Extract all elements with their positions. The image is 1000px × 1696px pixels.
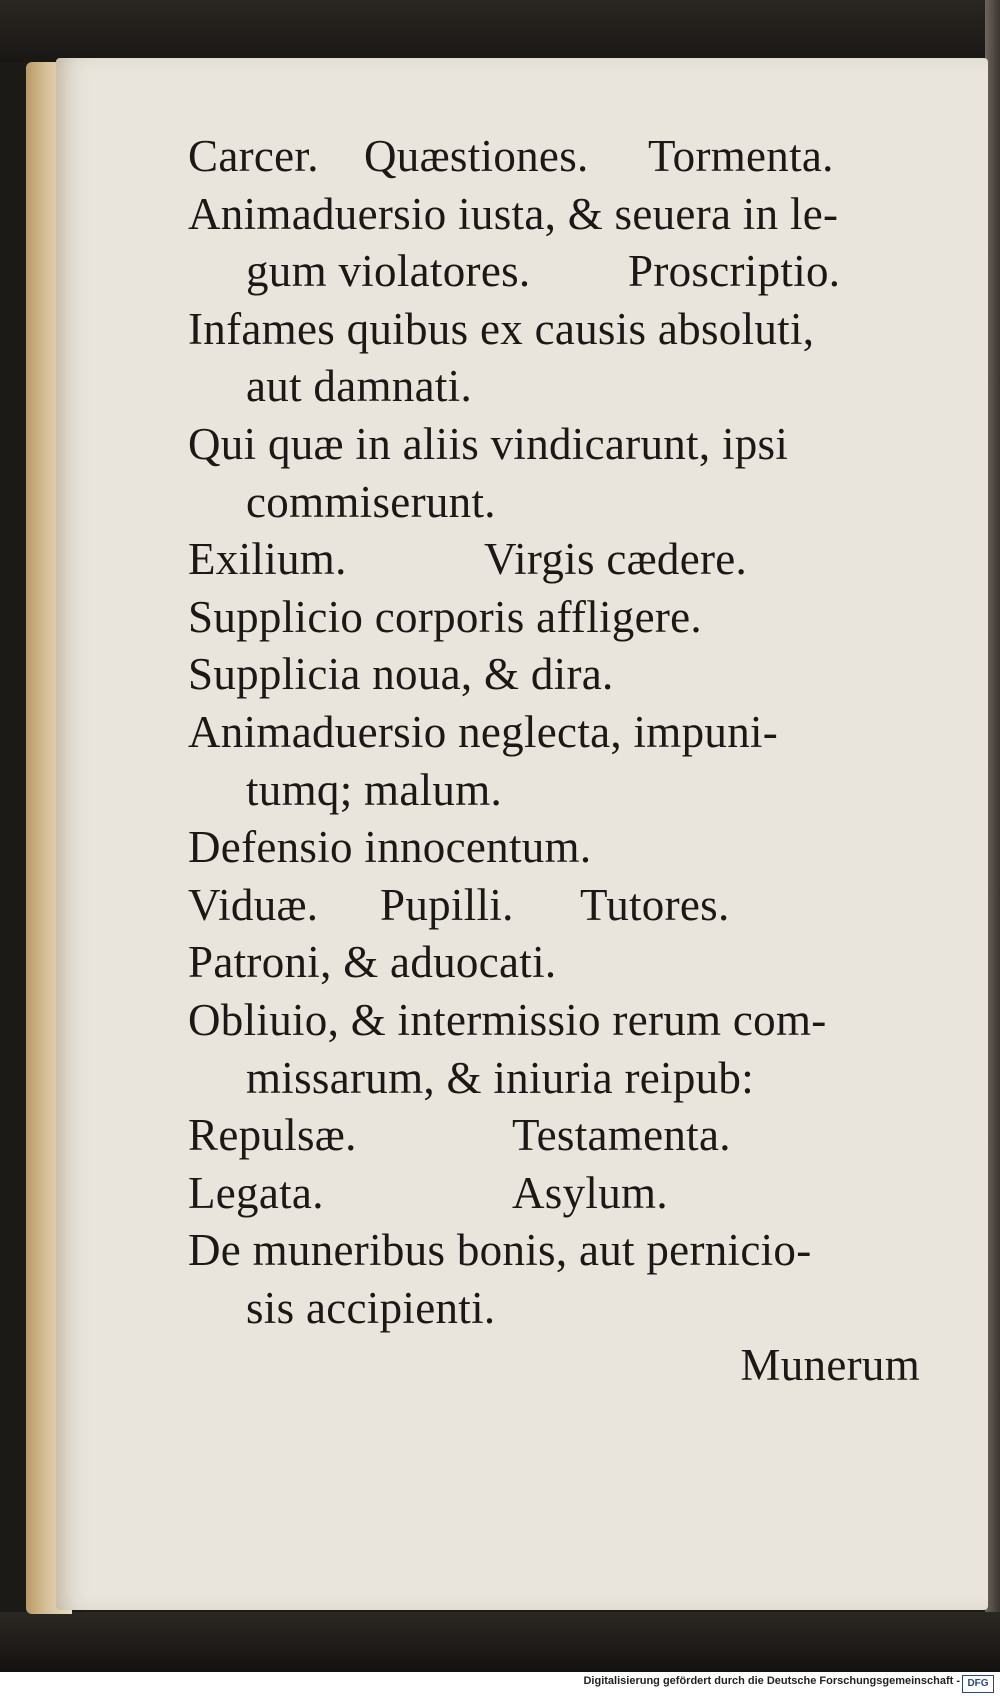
- entry-text: Qui quæ in aliis vindicarunt, ipsi: [188, 418, 789, 469]
- text-line-6: [188, 416, 928, 474]
- entry-text: Animaduersio iusta, & seuera in le-: [188, 188, 839, 239]
- entry-text: De muneribus bonis, aut pernicio-: [188, 1225, 812, 1276]
- text-line-10: [188, 646, 928, 704]
- page-text-block: [188, 128, 928, 1395]
- text-line-9: [188, 589, 928, 647]
- text-line-19: [188, 1165, 928, 1223]
- entry-tutores: Tutores.: [580, 879, 730, 930]
- text-line-18: [188, 1107, 928, 1165]
- text-line-7: [188, 474, 928, 532]
- entry-viduae: Viduæ.: [188, 879, 319, 930]
- digitization-footer: [0, 1672, 1000, 1696]
- entry-proscriptio: Proscriptio.: [628, 246, 841, 297]
- entry-text: missarum, & iniuria reipub:: [246, 1052, 755, 1103]
- catchword: Munerum: [740, 1340, 920, 1391]
- entry-pupilli: Pupilli.: [380, 879, 514, 930]
- entry-text: Infames quibus ex causis absoluti,: [188, 303, 815, 354]
- text-line-13: [188, 819, 928, 877]
- entry-text: Patroni, & aduocati.: [188, 937, 557, 988]
- entry-virgis-caedere: Virgis cædere.: [484, 534, 748, 585]
- entry-text: commiserunt.: [246, 476, 496, 527]
- text-line-2: [188, 186, 928, 244]
- entry-testamenta: Testamenta.: [512, 1110, 731, 1161]
- text-line-20: [188, 1222, 928, 1280]
- entry-text: Supplicio corporis affligere.: [188, 591, 702, 642]
- entry-tormenta: Tormenta.: [648, 131, 834, 181]
- entry-text: Supplicia noua, & dira.: [188, 649, 614, 700]
- entry-text: sis accipienti.: [246, 1282, 496, 1333]
- entry-asylum: Asylum.: [512, 1167, 668, 1218]
- entry-repulsae: Repulsæ.: [188, 1110, 357, 1161]
- entry-text: tumq; malum.: [246, 764, 503, 815]
- entry-exilium: Exilium.: [188, 534, 347, 585]
- text-line-14: [188, 877, 928, 935]
- text-line-17: [188, 1050, 928, 1108]
- text-line-8: [188, 531, 928, 589]
- text-line-11: [188, 704, 928, 762]
- entry-text: gum violatores.: [246, 246, 531, 297]
- entry-legata: Legata.: [188, 1167, 324, 1218]
- text-line-4: [188, 301, 928, 359]
- scan-background-top: [0, 0, 1000, 62]
- text-line-12: [188, 762, 928, 820]
- scan-background-bottom: [0, 1612, 1000, 1672]
- text-line-21: [188, 1280, 928, 1338]
- dfg-logo: DFG: [962, 1675, 994, 1693]
- text-line-15: [188, 934, 928, 992]
- text-line-16: [188, 992, 928, 1050]
- entry-quaestiones: Quæstiones.: [364, 131, 589, 181]
- text-line-1: [188, 128, 928, 186]
- entry-carcer: Carcer.: [188, 131, 319, 181]
- entry-text: Animaduersio neglecta, impuni-: [188, 706, 779, 757]
- entry-text: Obliuio, & intermissio rerum com-: [188, 994, 827, 1045]
- text-line-5: [188, 358, 928, 416]
- text-line-3: [188, 243, 928, 301]
- entry-text: Defensio innocentum.: [188, 822, 592, 873]
- entry-text: aut damnati.: [246, 361, 473, 412]
- funding-credit: Digitalisierung gefördert durch die Deutsche Forschungsgemeinschaft -: [583, 1675, 960, 1687]
